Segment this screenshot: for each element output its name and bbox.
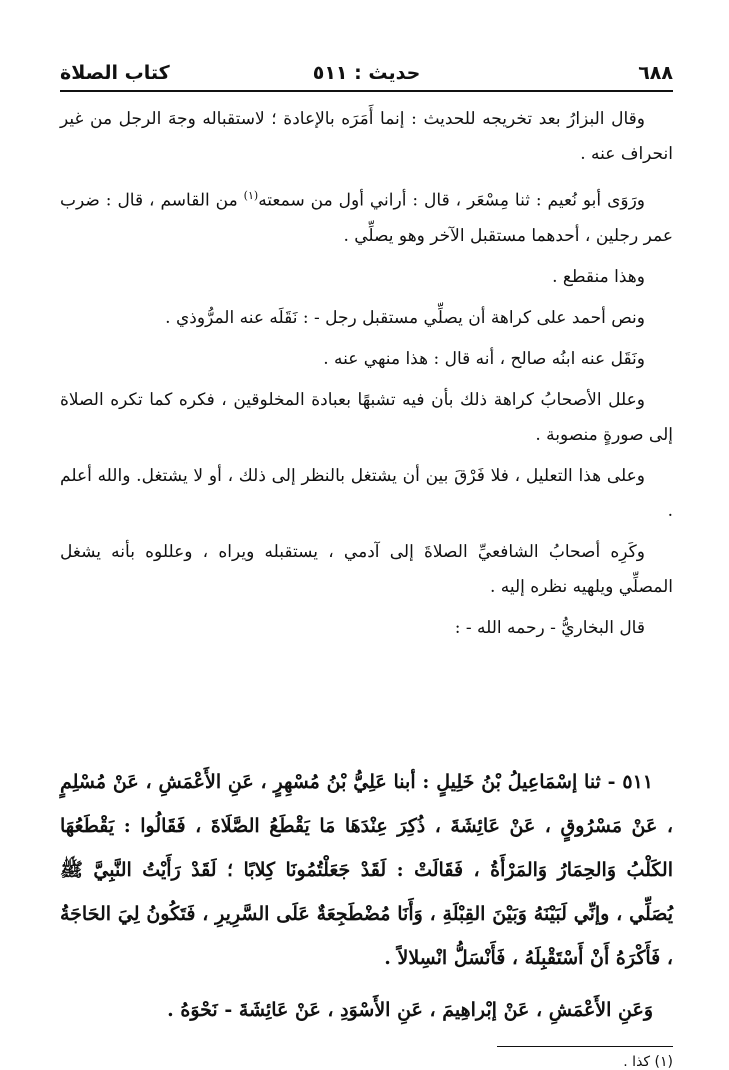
footnote-marker: (١)	[243, 189, 259, 202]
header-divider	[60, 90, 673, 92]
paragraph: وقال البزارُ بعد تخريجه للحديث : إنما أَمَرَه بالإعادة ؛ لاستقباله وجهَ الرجل من غير انحراف عنه .	[60, 109, 673, 164]
paragraph: وعلى هذا التعليل ، فلا فَرْقَ بين أن يشتغل بالنظر إلى ذلك ، أو لا يشتغل. والله أعلم .	[60, 465, 673, 521]
hadith-reference: حديث : ٥١١	[312, 62, 421, 84]
paragraph: وعلل الأصحابُ كراهة ذلك بأن فيه تشبهًا بعبادة المخلوقين ، فكره كما تكره الصلاة إلى صورةٍ منصوبة .	[60, 389, 673, 445]
paragraph: ونَقَل عنه ابنُه صالح ، أنه قال : هذا منهي عنه .	[323, 348, 645, 369]
paragraph-text-tail: من القاسم ، قال : ضرب عمر رجلين ، أحدهما مستقبل الآخر وهو يصلِّي .	[60, 190, 673, 246]
hadith-text	[60, 760, 673, 1040]
paragraph: قال البخاريُّ - رحمه الله - :	[454, 617, 645, 638]
paragraph: وهذا منقطع .	[552, 266, 645, 287]
footnote: (١) كذا .	[623, 1054, 673, 1070]
paragraph: ونص أحمد على كراهة أن يصلِّي مستقبل رجل - : نَقَلَه عنه المرُّوذي .	[165, 307, 645, 328]
paragraph-text: ورَوَى أبو نُعيم : ثنا مِسْعَر ، قال : أراني أول من سمعته	[258, 190, 646, 211]
book-page	[60, 48, 673, 1070]
paragraph	[60, 178, 673, 254]
page-number: ٦٨٨	[638, 62, 673, 84]
commentary-text	[60, 102, 673, 652]
paragraph: وكَرِه أصحابُ الشافعيِّ الصلاةَ إلى آدمي ، يستقبله ويراه ، وعللوه بأنه يشغل المصلِّي ويلهيه نظره إليه .	[60, 541, 673, 597]
hadith-main: ٥١١ - ثنا إسْمَاعِيلُ بْنُ خَلِيلٍ : أبنا عَلِيُّ بْنُ مُسْهِرٍ ، عَنِ الأَعْمَشِ ، عَنْ مُسْلِمٍ ، عَنْ مَسْرُوقٍ ، عَنْ عَائِشَةَ ، ذُكِرَ عِنْدَهَا مَا يَقْطَعُ الصَّلَاةَ ، فَقَالُوا : يَقْطَعُهَا الكَلْبُ وَالحِمَارُ وَالمَرْأَةُ ، فَقَالَتْ : لَقَدْ جَعَلْتُمُونَا كِلابًا ؛ لَقَدْ رَأَيْتُ النَّبِيَّ ﷺ يُصَلِّي ، وإنِّي لَبَيْنَهُ وَبَيْنَ القِبْلَةِ ، وَأَنَا مُضْطَجِعَةٌ عَلَى السَّرِيرِ ، فَتَكُونُ لِيَ الحَاجَةُ ، فَأَكْرَهُ أَنْ أَسْتَقْبِلَهُ ، فَأَنْسَلُّ انْسِلالاً .	[60, 771, 673, 969]
hadith-second-chain: وَعَنِ الأَعْمَشِ ، عَنْ إبْراهِيمَ ، عَنِ الأَسْوَدِ ، عَنْ عَائِشَةَ - نَحْوَهُ .	[167, 999, 653, 1021]
running-header	[60, 62, 673, 90]
book-title: كتاب الصلاة	[60, 62, 170, 84]
footnote-divider	[497, 1046, 673, 1047]
